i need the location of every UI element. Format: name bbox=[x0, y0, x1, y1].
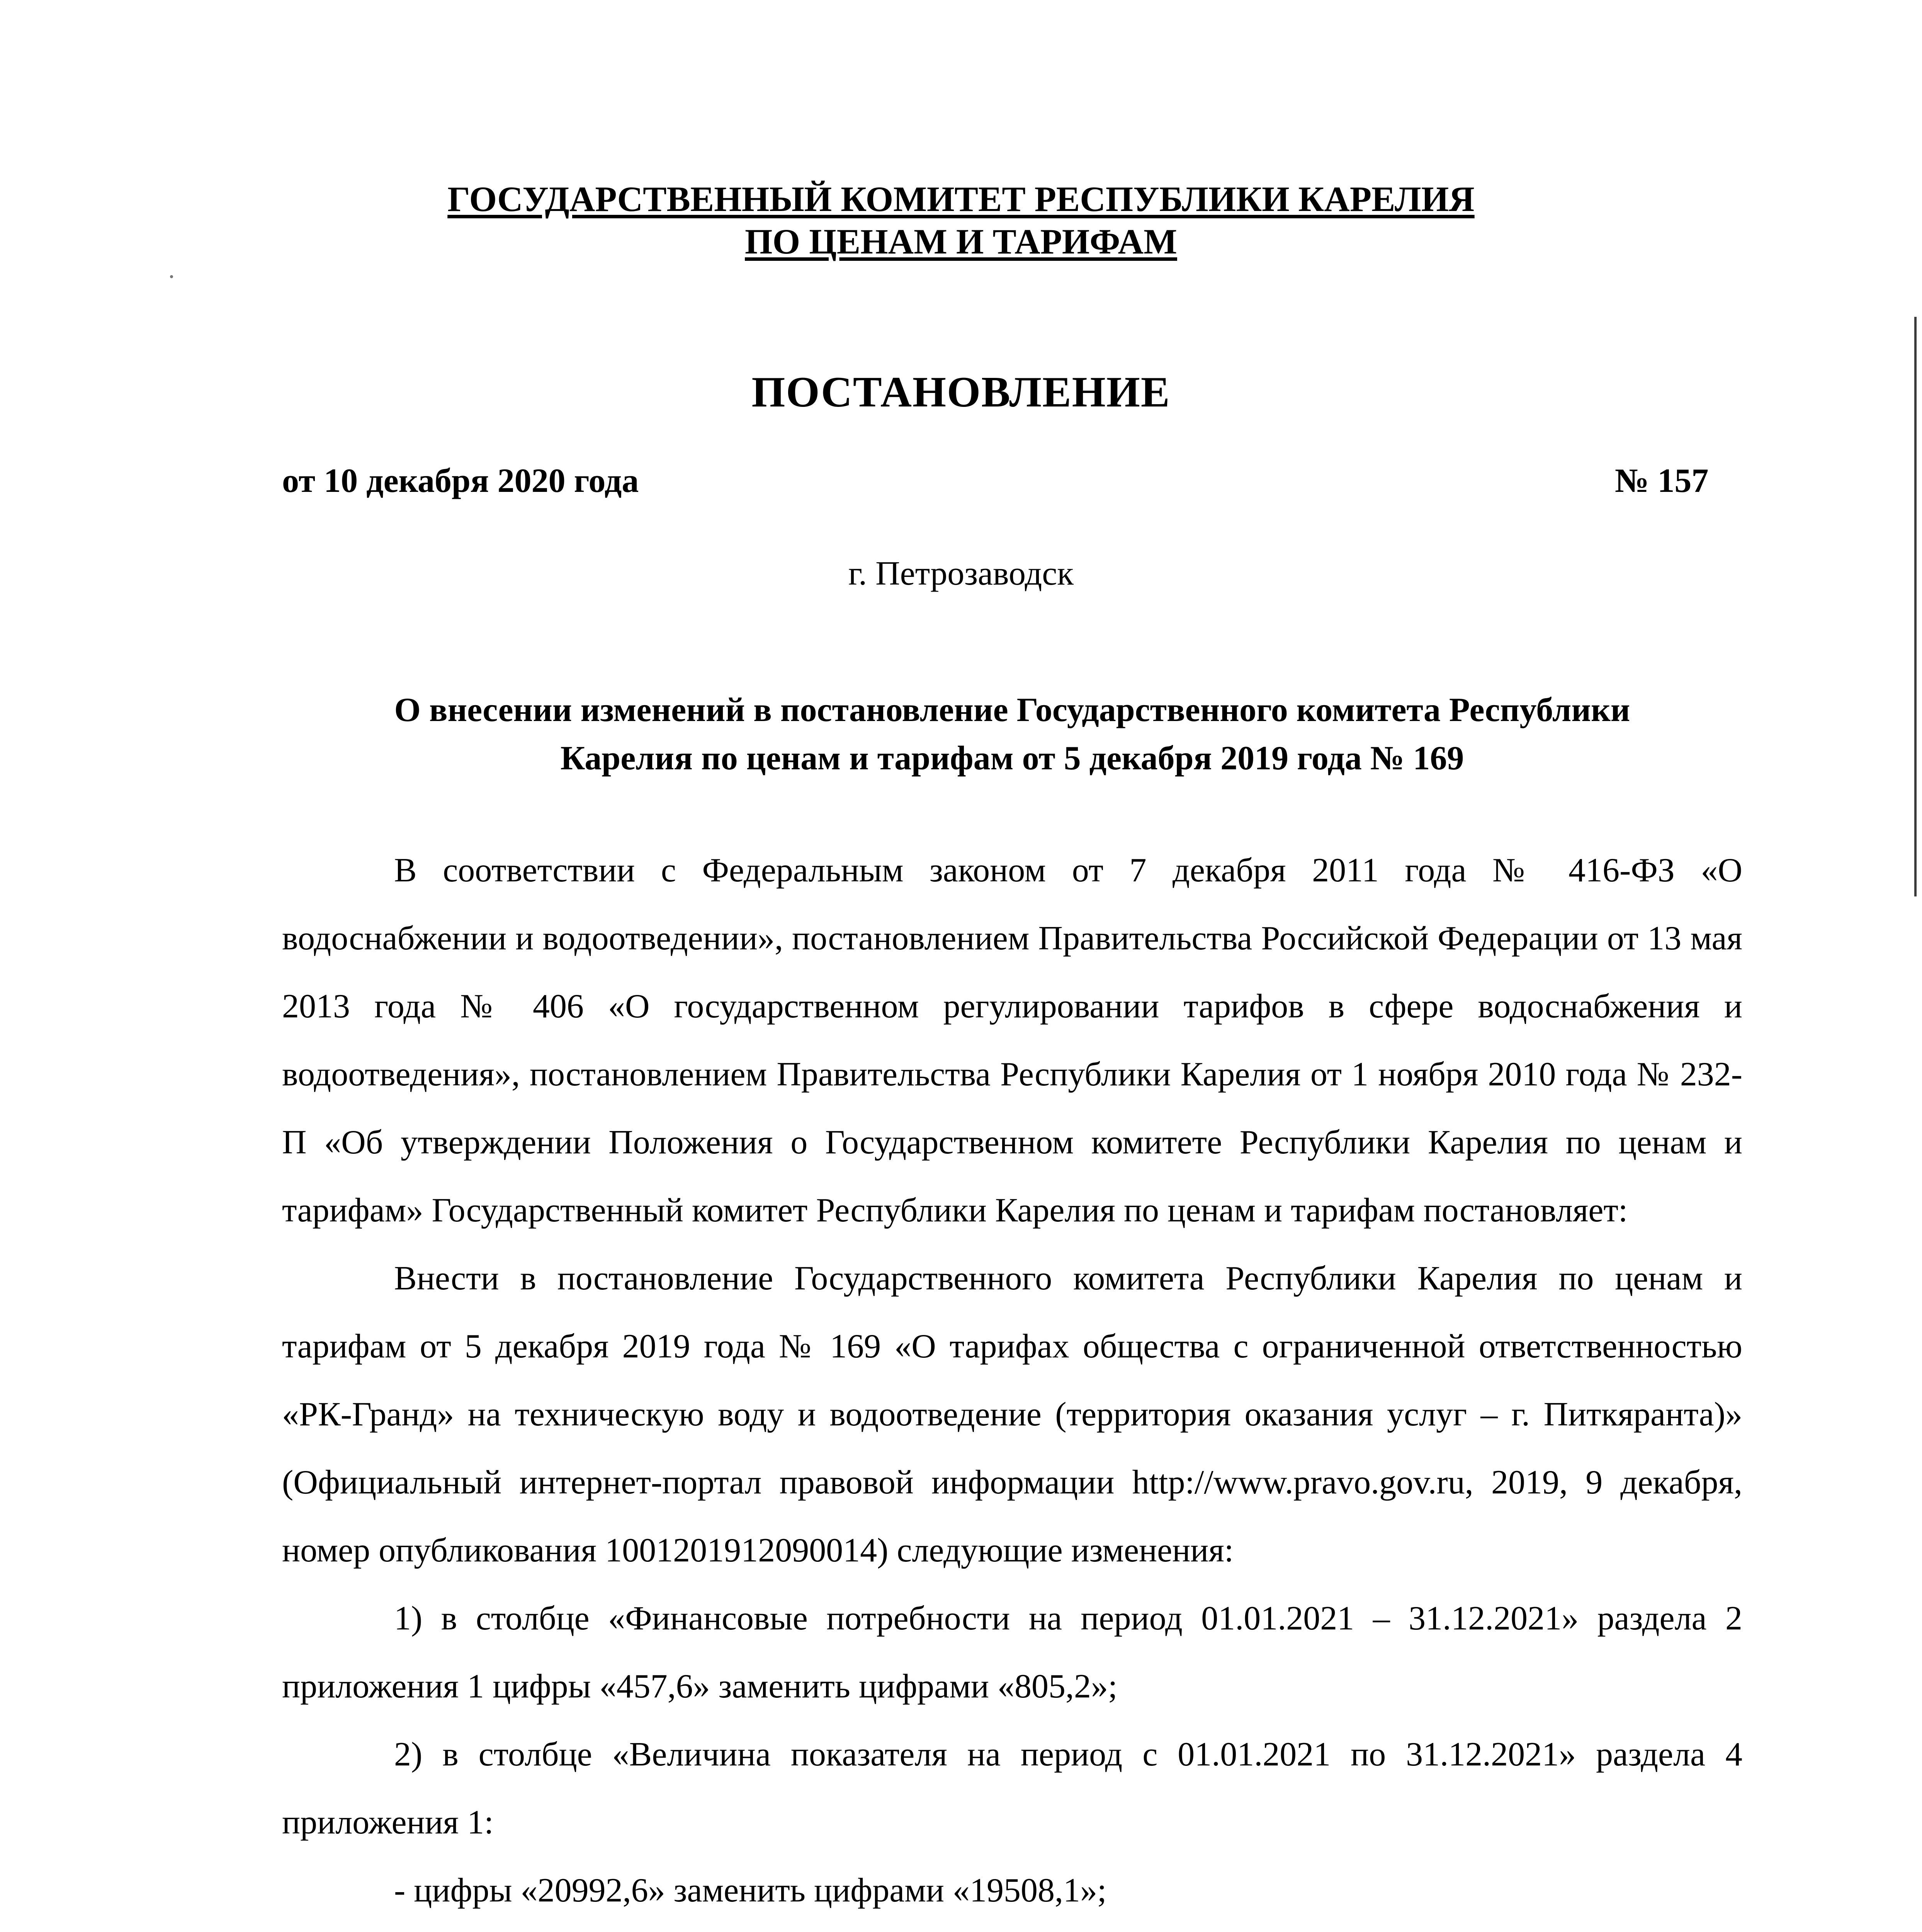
list-item: 2) в столбце «Величина показателя на период с 01.01.2021 по 31.12.2021» раздела 4 приложения 1: bbox=[282, 1736, 1742, 1841]
document-subject bbox=[282, 686, 1742, 782]
scan-speck bbox=[170, 275, 173, 278]
paragraph-preamble: В соответствии с Федеральным законом от 7 декабря 2011 года № 416-ФЗ «О водоснабжении и водоотведении», постановлением Правительства Российской Федерации от 13 мая 2013 года № 406 «О государственном регулировании тарифов в сфере водоснабжения и водоотведения», постановлением Правительства Республики Карелия от 1 ноября 2010 года № 232-П «Об утверждении Положения о Государственном комитете Республики Карелия по ценам и тарифам» Государственный комитет Республики Карелия по ценам и тарифам постановляет: bbox=[282, 852, 1742, 1229]
list-subitem bbox=[282, 1925, 1742, 1932]
subject-line1: О внесении изменений в постановление Государственного комитета Республики bbox=[394, 691, 1630, 729]
document-number: № 157 bbox=[1615, 462, 1709, 500]
document-date: от 10 декабря 2020 года bbox=[282, 462, 639, 500]
list-item: 1) в столбце «Финансовые потребности на период 01.01.2021 – 31.12.2021» раздела 2 приложения 1 цифры «457,6» заменить цифрами «805,2»; bbox=[282, 1600, 1742, 1705]
paragraph-resolution: Внести в постановление Государственного комитета Республики Карелия по ценам и тарифам от 5 декабря 2019 года № 169 «О тарифах общества с ограниченной ответственностью «РК-Гранд» на техническую воду и водоотведение (территория оказания услуг – г. Питкяранта)» (Официальный интернет-портал правовой информации http://www.pravo.gov.ru, 2019, 9 декабря, номер опубликования 1001201912090014) следующие изменения: bbox=[282, 1260, 1742, 1569]
document-body bbox=[282, 837, 1742, 1932]
document-city: г. Петрозаводск bbox=[848, 555, 1074, 592]
subject-line2: Карелия по ценам и тарифам от 5 декабря 2019 года № 169 bbox=[560, 740, 1464, 777]
list-subitem: - цифры «20992,6» заменить цифрами «19508,1»; bbox=[394, 1872, 1107, 1909]
organization-name-line2: ПО ЦЕНАМ И ТАРИФАМ bbox=[745, 222, 1177, 261]
document-title: ПОСТАНОВЛЕНИЕ bbox=[751, 368, 1171, 416]
organization-name-line1: ГОСУДАРСТВЕННЫЙ КОМИТЕТ РЕСПУБЛИКИ КАРЕЛИЯ bbox=[447, 179, 1475, 219]
